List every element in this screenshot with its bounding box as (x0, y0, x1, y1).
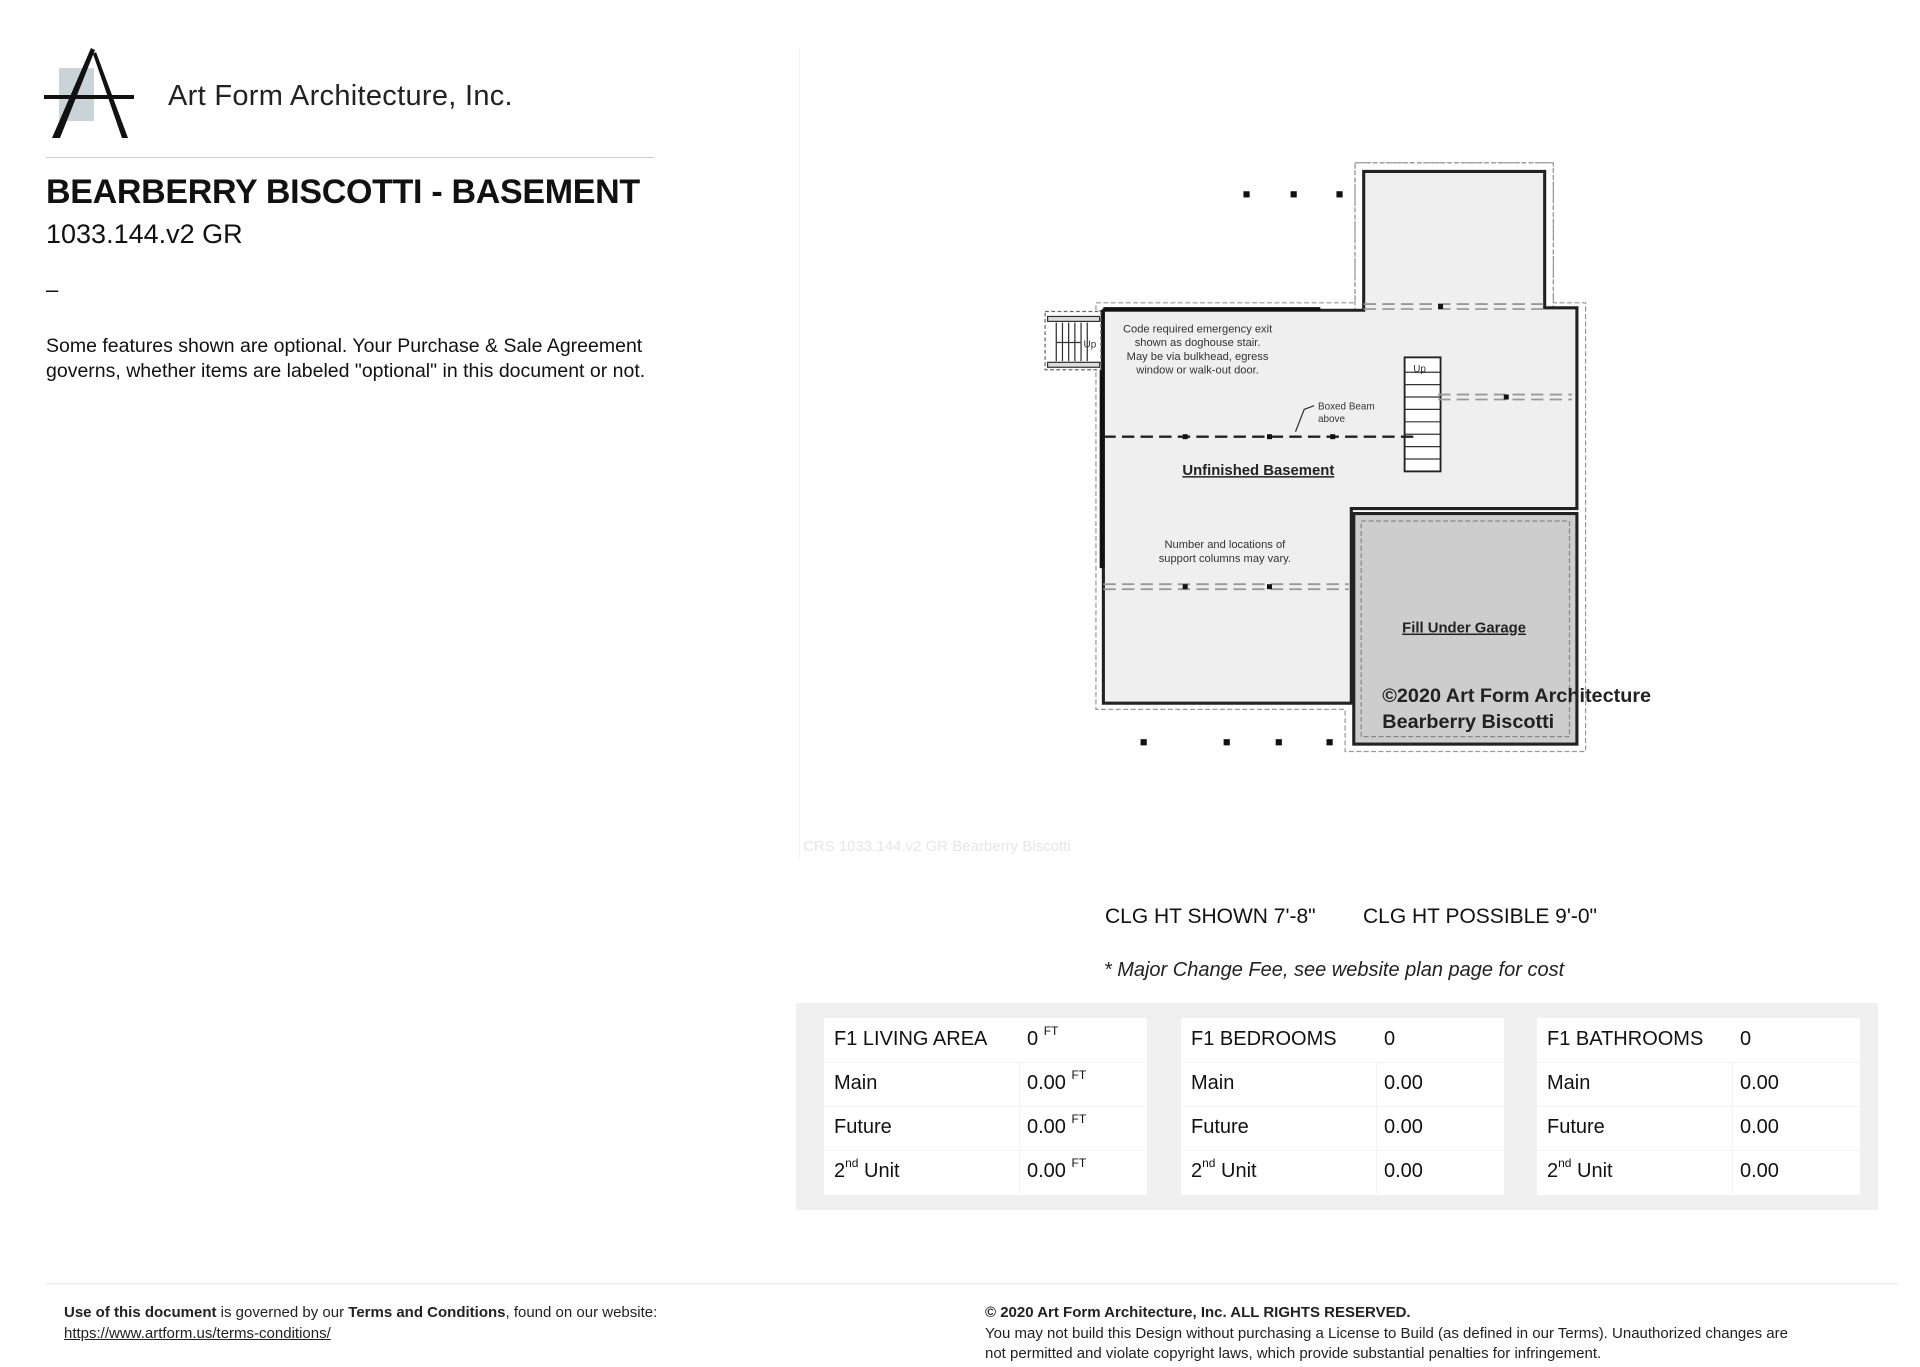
ordinal-suffix: nd (1202, 1156, 1216, 1170)
stair-up-label: Up (1413, 364, 1426, 376)
ordinal-suffix: nd (1558, 1156, 1572, 1170)
stat-label: 2 (1547, 1160, 1559, 1182)
change-fee-note: * Major Change Fee, see website plan page for cost (1103, 959, 1565, 981)
columns-note-line: Number and locations of (1164, 539, 1286, 552)
emergency-note-line: May be via bulkhead, egress (1126, 350, 1269, 363)
boxed-beam-note: Boxed Beam (1317, 401, 1375, 413)
company-name: Art Form Architecture, Inc. (168, 80, 513, 112)
ordinal-suffix: nd (845, 1156, 859, 1170)
unit-ft: FT (1071, 1068, 1087, 1082)
terms-bold: Terms and Conditions (348, 1304, 506, 1321)
ceiling-height-possible: CLG HT POSSIBLE 9'-0" (1363, 905, 1597, 928)
stat-label: 2 (1191, 1160, 1203, 1182)
stat-label-suffix: Unit (864, 1160, 900, 1182)
unit-ft: FT (1071, 1112, 1087, 1126)
dash-separator: – (46, 277, 59, 302)
stat-label-suffix: Unit (1577, 1160, 1613, 1182)
stat-label: Future (834, 1116, 892, 1138)
stat-label: Main (1191, 1072, 1235, 1094)
stat-value: 0.00 (1740, 1160, 1779, 1182)
plan-watermark: CRS 1033.144.v2 GR Bearberry Biscotti (803, 838, 1071, 855)
footer-copyright (985, 1303, 1865, 1365)
disclaimer-line: governs, whether items are labeled "optional" in this document or not. (46, 360, 646, 382)
stair-up-label: Up (1083, 339, 1097, 351)
terms-link[interactable]: https://www.artform.us/terms-conditions/ (64, 1324, 331, 1342)
stat-value: 0.00 (1384, 1160, 1423, 1182)
company-logo (44, 48, 138, 140)
plan-copyright-line: ©2020 Art Form Architecture (1382, 684, 1652, 707)
stat-label: Future (1547, 1116, 1605, 1138)
bathrooms-card (1537, 1018, 1860, 1195)
license-text: not permitted and violate copyright laws, which provide substantial penalties for infringement. (985, 1345, 1602, 1362)
use-bold: Use of this document (64, 1304, 217, 1321)
bedrooms-card (1181, 1018, 1504, 1195)
unit-ft: FT (1071, 1156, 1087, 1170)
stat-value: 0.00 (1027, 1160, 1066, 1182)
boxed-beam-note: above (1317, 413, 1345, 425)
column-divider (799, 48, 800, 858)
columns-note-line: support columns may vary. (1158, 552, 1292, 565)
footer-text: , found on our website: (505, 1304, 658, 1321)
stat-value: 0.00 (1027, 1072, 1066, 1094)
emergency-note-line: shown as doghouse stair. (1134, 337, 1261, 350)
emergency-note-line: window or walk-out door. (1136, 364, 1259, 377)
license-text: You may not build this Design without purchasing a License to Build (as defined in our Terms). Unauthorized changes are (985, 1324, 1788, 1342)
stats-panel (796, 1003, 1878, 1210)
living-area-card (824, 1018, 1147, 1195)
plan-copyright-line: Bearberry Biscotti (1382, 710, 1555, 733)
page-title: BEARBERRY BISCOTTI - BASEMENT (46, 173, 640, 211)
stat-label-suffix: Unit (1221, 1160, 1257, 1182)
stat-header-value: 0 (1027, 1028, 1039, 1050)
footer-text: is governed by our (216, 1304, 349, 1321)
optional-features-disclaimer (46, 334, 746, 384)
stat-value: 0.00 (1740, 1072, 1779, 1094)
interior-stair (1405, 357, 1441, 471)
stat-header-value: 0 (1384, 1028, 1396, 1050)
stat-value: 0.00 (1027, 1116, 1066, 1138)
stat-label: Main (834, 1072, 878, 1094)
stat-header: F1 BEDROOMS (1191, 1028, 1337, 1050)
emergency-note-line: Code required emergency exit (1122, 323, 1273, 336)
room-label-basement: Unfinished Basement (1182, 463, 1335, 480)
header-divider (46, 157, 654, 158)
ceiling-height-shown: CLG HT SHOWN 7'-8" (1105, 905, 1316, 928)
stat-header: F1 BATHROOMS (1547, 1028, 1704, 1050)
stat-value: 0.00 (1740, 1116, 1779, 1138)
room-label-garage: Fill Under Garage (1402, 620, 1527, 637)
basement-floor-plan (1029, 149, 1686, 769)
stat-label: Main (1547, 1072, 1591, 1094)
disclaimer-line: Some features shown are optional. Your Purchase & Sale Agreement (46, 335, 643, 357)
stat-header-value: 0 (1740, 1028, 1752, 1050)
stat-label: 2 (834, 1160, 846, 1182)
doghouse-stair (1045, 311, 1101, 369)
stat-label: Future (1191, 1116, 1249, 1138)
rights-reserved: © 2020 Art Form Architecture, Inc. ALL RIGHTS RESERVED. (985, 1304, 1411, 1321)
plan-number: 1033.144.v2 GR (46, 219, 243, 249)
stat-value: 0.00 (1384, 1116, 1423, 1138)
plan-walls (1096, 163, 1586, 752)
stat-header: F1 LIVING AREA (834, 1028, 988, 1050)
footer-divider (46, 1283, 1898, 1284)
unit-ft: FT (1043, 1024, 1059, 1038)
stat-value: 0.00 (1384, 1072, 1423, 1094)
footer-terms (64, 1303, 657, 1344)
